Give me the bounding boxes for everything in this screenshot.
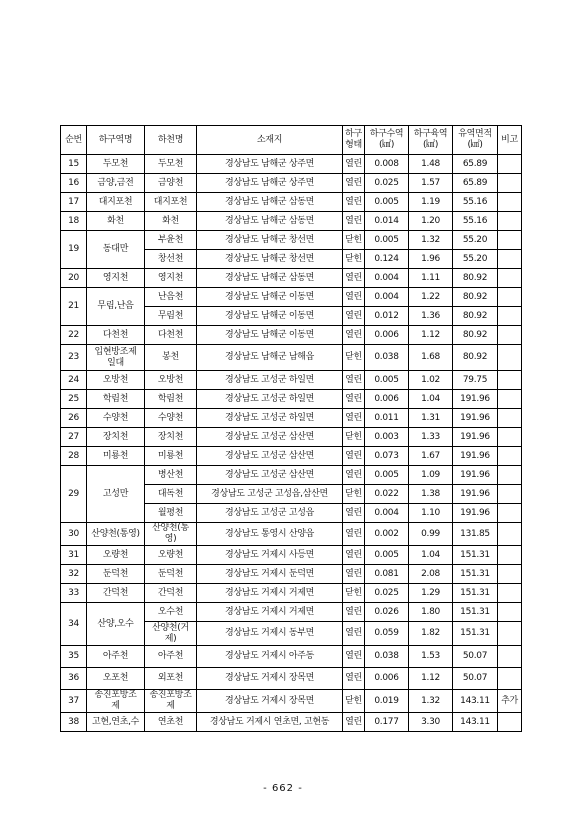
row-mouth-water-area: 0.038 xyxy=(365,646,409,668)
row-no: 31 xyxy=(61,546,87,565)
row-mouth-water-area: 0.005 xyxy=(365,231,409,250)
row-mouth-land-area: 1.12 xyxy=(409,326,453,345)
row-no: 38 xyxy=(61,713,87,732)
row-mouth-water-area: 0.011 xyxy=(365,409,409,428)
row-mouth-type: 열린 xyxy=(343,390,365,409)
row-mouth-land-area: 1.80 xyxy=(409,603,453,622)
row-basin-area: 55.16 xyxy=(453,212,498,231)
row-mouth-land-area: 1.02 xyxy=(409,371,453,390)
row-basin-area: 80.92 xyxy=(453,269,498,288)
row-basin-area: 80.92 xyxy=(453,345,498,371)
row-mouth-type: 열린 xyxy=(343,447,365,466)
row-mouth-water-area: 0.124 xyxy=(365,250,409,269)
row-stream-name: 화천 xyxy=(145,212,197,231)
row-mouth-type: 열린 xyxy=(343,466,365,485)
row-basin-name: 오포천 xyxy=(87,668,145,690)
row-stream-name: 부윤천 xyxy=(145,231,197,250)
row-stream-name: 산양천(통 영) xyxy=(145,523,197,546)
row-mouth-land-area: 1.04 xyxy=(409,390,453,409)
row-stream-name: 월평천 xyxy=(145,504,197,523)
row-basin-area: 191.96 xyxy=(453,466,498,485)
row-mouth-type: 닫힌 xyxy=(343,428,365,447)
table-row xyxy=(61,646,522,668)
table-row xyxy=(61,326,522,345)
row-basin-name: 산양천(통영) xyxy=(87,523,145,546)
row-basin-area: 55.20 xyxy=(453,250,498,269)
row-remark xyxy=(498,390,522,409)
table-row xyxy=(61,466,522,485)
row-remark xyxy=(498,269,522,288)
row-remark xyxy=(498,288,522,307)
row-mouth-water-area: 0.019 xyxy=(365,690,409,713)
row-remark xyxy=(498,622,522,646)
row-mouth-water-area: 0.005 xyxy=(365,546,409,565)
row-remark: 추가 xyxy=(498,690,522,713)
row-basin-area: 50.07 xyxy=(453,646,498,668)
row-mouth-land-area: 1.36 xyxy=(409,307,453,326)
row-no: 21 xyxy=(61,288,87,326)
row-remark xyxy=(498,447,522,466)
row-stream-name: 간덕천 xyxy=(145,584,197,603)
row-stream-name: 영지천 xyxy=(145,269,197,288)
row-basin-area: 191.96 xyxy=(453,409,498,428)
row-basin-area: 151.31 xyxy=(453,584,498,603)
row-no: 15 xyxy=(61,155,87,174)
row-basin-name: 입현방조제 일대 xyxy=(87,345,145,371)
estuary-table xyxy=(60,125,522,732)
row-location: 경상남도 남해군 창선면 xyxy=(197,250,343,269)
header-no: 순번 xyxy=(61,126,87,155)
row-mouth-type: 열린 xyxy=(343,174,365,193)
row-no: 36 xyxy=(61,668,87,690)
row-remark xyxy=(498,174,522,193)
header-location: 소재지 xyxy=(197,126,343,155)
table-body xyxy=(61,155,522,732)
row-location: 경상남도 남해군 이동면 xyxy=(197,288,343,307)
row-mouth-water-area: 0.026 xyxy=(365,603,409,622)
row-location: 경상남도 통영시 산양읍 xyxy=(197,523,343,546)
row-basin-area: 65.89 xyxy=(453,174,498,193)
row-mouth-water-area: 0.006 xyxy=(365,668,409,690)
row-stream-name: 창선천 xyxy=(145,250,197,269)
row-location: 경상남도 남해군 삼동면 xyxy=(197,212,343,231)
row-remark xyxy=(498,409,522,428)
row-mouth-land-area: 1.10 xyxy=(409,504,453,523)
row-mouth-water-area: 0.073 xyxy=(365,447,409,466)
row-basin-area: 79.75 xyxy=(453,371,498,390)
row-stream-name: 봉천 xyxy=(145,345,197,371)
row-no: 18 xyxy=(61,212,87,231)
row-no: 20 xyxy=(61,269,87,288)
row-stream-name: 다천천 xyxy=(145,326,197,345)
row-location: 경상남도 남해군 삼동면 xyxy=(197,269,343,288)
row-stream-name: 미룡천 xyxy=(145,447,197,466)
row-mouth-type: 열린 xyxy=(343,155,365,174)
table-row xyxy=(61,546,522,565)
row-location: 경상남도 남해군 남해읍 xyxy=(197,345,343,371)
row-stream-name: 오량천 xyxy=(145,546,197,565)
row-remark xyxy=(498,466,522,485)
row-mouth-type: 열린 xyxy=(343,193,365,212)
row-basin-name: 미룡천 xyxy=(87,447,145,466)
row-basin-name: 장치천 xyxy=(87,428,145,447)
row-stream-name: 아주천 xyxy=(145,646,197,668)
row-basin-name: 대지포천 xyxy=(87,193,145,212)
row-stream-name: 학림천 xyxy=(145,390,197,409)
row-no: 29 xyxy=(61,466,87,523)
row-mouth-land-area: 1.22 xyxy=(409,288,453,307)
row-basin-area: 191.96 xyxy=(453,485,498,504)
row-mouth-water-area: 0.081 xyxy=(365,565,409,584)
row-mouth-land-area: 3.30 xyxy=(409,713,453,732)
row-mouth-land-area: 1.53 xyxy=(409,646,453,668)
row-mouth-water-area: 0.003 xyxy=(365,428,409,447)
row-location: 경상남도 고성군 삼산면 xyxy=(197,428,343,447)
row-basin-area: 143.11 xyxy=(453,713,498,732)
row-mouth-water-area: 0.004 xyxy=(365,288,409,307)
row-mouth-land-area: 1.31 xyxy=(409,409,453,428)
row-mouth-type: 열린 xyxy=(343,603,365,622)
row-mouth-water-area: 0.004 xyxy=(365,269,409,288)
header-basin-area: 유역면적 (㎢) xyxy=(453,126,498,155)
row-basin-name: 학림천 xyxy=(87,390,145,409)
header-mouth-type: 하구 형태 xyxy=(343,126,365,155)
page-number: - 662 - xyxy=(263,783,303,794)
table-row xyxy=(61,288,522,307)
row-mouth-land-area: 1.12 xyxy=(409,668,453,690)
row-stream-name: 장치천 xyxy=(145,428,197,447)
table-row xyxy=(61,174,522,193)
row-remark xyxy=(498,713,522,732)
table-row xyxy=(61,193,522,212)
table-row xyxy=(61,584,522,603)
row-basin-name: 동대만 xyxy=(87,231,145,269)
row-remark xyxy=(498,345,522,371)
row-stream-name: 둔덕천 xyxy=(145,565,197,584)
row-basin-area: 131.85 xyxy=(453,523,498,546)
row-mouth-water-area: 0.005 xyxy=(365,466,409,485)
row-no: 16 xyxy=(61,174,87,193)
row-location: 경상남도 거제시 장목면 xyxy=(197,668,343,690)
row-mouth-type: 열린 xyxy=(343,307,365,326)
row-mouth-type: 열린 xyxy=(343,212,365,231)
row-mouth-type: 열린 xyxy=(343,668,365,690)
table-row xyxy=(61,523,522,546)
row-mouth-land-area: 2.08 xyxy=(409,565,453,584)
row-basin-area: 50.07 xyxy=(453,668,498,690)
row-basin-name: 오량천 xyxy=(87,546,145,565)
row-no: 23 xyxy=(61,345,87,371)
row-stream-name: 난음천 xyxy=(145,288,197,307)
row-basin-area: 191.96 xyxy=(453,504,498,523)
row-mouth-type: 열린 xyxy=(343,504,365,523)
row-no: 28 xyxy=(61,447,87,466)
row-location: 경상남도 남해군 이동면 xyxy=(197,326,343,345)
row-location: 경상남도 거제시 동부면 xyxy=(197,622,343,646)
table-row xyxy=(61,390,522,409)
row-remark xyxy=(498,646,522,668)
row-location: 경상남도 거제시 거제면 xyxy=(197,584,343,603)
row-no: 17 xyxy=(61,193,87,212)
row-mouth-type: 열린 xyxy=(343,523,365,546)
row-no: 24 xyxy=(61,371,87,390)
row-remark xyxy=(498,231,522,250)
row-basin-area: 191.96 xyxy=(453,447,498,466)
row-location: 경상남도 거제시 연초면, 고현동 xyxy=(197,713,343,732)
row-mouth-water-area: 0.059 xyxy=(365,622,409,646)
row-location: 경상남도 고성군 하일면 xyxy=(197,390,343,409)
row-mouth-type: 열린 xyxy=(343,565,365,584)
row-mouth-water-area: 0.008 xyxy=(365,155,409,174)
row-no: 34 xyxy=(61,603,87,646)
row-basin-name: 오방천 xyxy=(87,371,145,390)
row-mouth-water-area: 0.006 xyxy=(365,390,409,409)
row-mouth-land-area: 1.11 xyxy=(409,269,453,288)
row-mouth-land-area: 1.57 xyxy=(409,174,453,193)
row-mouth-type: 열린 xyxy=(343,269,365,288)
header-mouth-water-area: 하구수역 (㎢) xyxy=(365,126,409,155)
row-remark xyxy=(498,307,522,326)
table-row xyxy=(61,603,522,622)
row-basin-area: 80.92 xyxy=(453,307,498,326)
row-mouth-land-area: 1.19 xyxy=(409,193,453,212)
header-stream: 하천명 xyxy=(145,126,197,155)
table-row xyxy=(61,428,522,447)
row-mouth-land-area: 1.33 xyxy=(409,428,453,447)
row-basin-area: 80.92 xyxy=(453,288,498,307)
row-remark xyxy=(498,371,522,390)
row-basin-name: 산양,오수 xyxy=(87,603,145,646)
row-stream-name: 병산천 xyxy=(145,466,197,485)
row-location: 경상남도 고성군 고성읍,삼산면 xyxy=(197,485,343,504)
row-mouth-land-area: 1.68 xyxy=(409,345,453,371)
row-no: 35 xyxy=(61,646,87,668)
row-stream-name: 오방천 xyxy=(145,371,197,390)
row-mouth-water-area: 0.177 xyxy=(365,713,409,732)
row-basin-area: 151.31 xyxy=(453,622,498,646)
row-remark xyxy=(498,603,522,622)
table-row xyxy=(61,231,522,250)
row-basin-area: 191.96 xyxy=(453,390,498,409)
row-remark xyxy=(498,155,522,174)
row-no: 19 xyxy=(61,231,87,269)
row-mouth-land-area: 1.96 xyxy=(409,250,453,269)
row-remark xyxy=(498,485,522,504)
row-stream-name: 무림천 xyxy=(145,307,197,326)
row-remark xyxy=(498,250,522,269)
row-mouth-land-area: 1.82 xyxy=(409,622,453,646)
row-mouth-type: 열린 xyxy=(343,326,365,345)
row-no: 22 xyxy=(61,326,87,345)
row-remark xyxy=(498,584,522,603)
header-remarks: 비고 xyxy=(498,126,522,155)
row-mouth-water-area: 0.005 xyxy=(365,371,409,390)
row-mouth-land-area: 0.99 xyxy=(409,523,453,546)
row-mouth-water-area: 0.005 xyxy=(365,193,409,212)
row-basin-name: 아주천 xyxy=(87,646,145,668)
row-basin-name: 무림,난음 xyxy=(87,288,145,326)
row-stream-name: 두모천 xyxy=(145,155,197,174)
table-row xyxy=(61,345,522,371)
row-basin-name: 고현,연초,수 xyxy=(87,713,145,732)
row-remark xyxy=(498,546,522,565)
row-basin-area: 151.31 xyxy=(453,603,498,622)
table-row xyxy=(61,447,522,466)
row-basin-name: 수양천 xyxy=(87,409,145,428)
table-row xyxy=(61,565,522,584)
row-mouth-land-area: 1.67 xyxy=(409,447,453,466)
table-row xyxy=(61,371,522,390)
table-row xyxy=(61,155,522,174)
row-no: 37 xyxy=(61,690,87,713)
row-mouth-land-area: 1.48 xyxy=(409,155,453,174)
row-mouth-land-area: 1.38 xyxy=(409,485,453,504)
row-mouth-type: 닫힌 xyxy=(343,584,365,603)
row-basin-area: 55.20 xyxy=(453,231,498,250)
row-basin-name: 영지천 xyxy=(87,269,145,288)
table-header-row xyxy=(61,126,522,155)
table-row xyxy=(61,713,522,732)
row-mouth-type: 열린 xyxy=(343,288,365,307)
table-row xyxy=(61,690,522,713)
row-mouth-land-area: 1.04 xyxy=(409,546,453,565)
row-location: 경상남도 남해군 상주면 xyxy=(197,155,343,174)
table-row xyxy=(61,668,522,690)
row-no: 25 xyxy=(61,390,87,409)
row-basin-name: 다천천 xyxy=(87,326,145,345)
table-row xyxy=(61,269,522,288)
row-no: 33 xyxy=(61,584,87,603)
row-mouth-water-area: 0.038 xyxy=(365,345,409,371)
row-basin-name: 간덕천 xyxy=(87,584,145,603)
row-mouth-water-area: 0.004 xyxy=(365,504,409,523)
row-basin-area: 80.92 xyxy=(453,326,498,345)
row-basin-name: 금양,금전 xyxy=(87,174,145,193)
header-basin: 하구역명 xyxy=(87,126,145,155)
row-location: 경상남도 고성군 고성읍 xyxy=(197,504,343,523)
row-basin-area: 143.11 xyxy=(453,690,498,713)
row-basin-name: 두모천 xyxy=(87,155,145,174)
row-basin-area: 191.96 xyxy=(453,428,498,447)
row-location: 경상남도 남해군 상주면 xyxy=(197,174,343,193)
row-no: 30 xyxy=(61,523,87,546)
row-mouth-water-area: 0.002 xyxy=(365,523,409,546)
table-row xyxy=(61,409,522,428)
row-location: 경상남도 남해군 창선면 xyxy=(197,231,343,250)
row-location: 경상남도 고성군 하일면 xyxy=(197,409,343,428)
row-stream-name: 금양천 xyxy=(145,174,197,193)
row-basin-name: 둔덕천 xyxy=(87,565,145,584)
row-stream-name: 외포천 xyxy=(145,668,197,690)
row-mouth-type: 열린 xyxy=(343,546,365,565)
row-mouth-water-area: 0.014 xyxy=(365,212,409,231)
row-mouth-type: 열린 xyxy=(343,622,365,646)
table-row xyxy=(61,212,522,231)
row-mouth-type: 열린 xyxy=(343,409,365,428)
row-stream-name: 대독천 xyxy=(145,485,197,504)
row-mouth-land-area: 1.20 xyxy=(409,212,453,231)
row-remark xyxy=(498,504,522,523)
row-basin-name: 송진포방조 제 xyxy=(87,690,145,713)
row-mouth-land-area: 1.09 xyxy=(409,466,453,485)
row-remark xyxy=(498,523,522,546)
row-stream-name: 연초천 xyxy=(145,713,197,732)
row-remark xyxy=(498,428,522,447)
row-mouth-type: 닫힌 xyxy=(343,485,365,504)
row-no: 27 xyxy=(61,428,87,447)
row-basin-name: 화천 xyxy=(87,212,145,231)
row-mouth-land-area: 1.29 xyxy=(409,584,453,603)
row-mouth-type: 닫힌 xyxy=(343,690,365,713)
row-mouth-type: 닫힌 xyxy=(343,250,365,269)
row-location: 경상남도 고성군 삼산면 xyxy=(197,466,343,485)
row-stream-name: 대지포천 xyxy=(145,193,197,212)
row-mouth-type: 닫힌 xyxy=(343,231,365,250)
row-mouth-type: 열린 xyxy=(343,713,365,732)
row-mouth-type: 닫힌 xyxy=(343,345,365,371)
row-no: 26 xyxy=(61,409,87,428)
row-stream-name: 산양천(거 제) xyxy=(145,622,197,646)
row-location: 경상남도 거제시 아주동 xyxy=(197,646,343,668)
row-basin-area: 55.16 xyxy=(453,193,498,212)
row-mouth-type: 열린 xyxy=(343,371,365,390)
row-mouth-water-area: 0.012 xyxy=(365,307,409,326)
header-mouth-land-area: 하구육역 (㎢) xyxy=(409,126,453,155)
row-location: 경상남도 남해군 이동면 xyxy=(197,307,343,326)
row-mouth-type: 열린 xyxy=(343,646,365,668)
row-mouth-water-area: 0.025 xyxy=(365,174,409,193)
row-mouth-water-area: 0.006 xyxy=(365,326,409,345)
row-location: 경상남도 고성군 삼산면 xyxy=(197,447,343,466)
row-location: 경상남도 거제시 장목면 xyxy=(197,690,343,713)
row-no: 32 xyxy=(61,565,87,584)
row-location: 경상남도 거제시 둔덕면 xyxy=(197,565,343,584)
row-remark xyxy=(498,193,522,212)
row-location: 경상남도 거제시 거제면 xyxy=(197,603,343,622)
row-location: 경상남도 고성군 하일면 xyxy=(197,371,343,390)
row-basin-area: 151.31 xyxy=(453,565,498,584)
row-remark xyxy=(498,326,522,345)
row-remark xyxy=(498,668,522,690)
row-stream-name: 오수천 xyxy=(145,603,197,622)
row-location: 경상남도 남해군 삼동면 xyxy=(197,193,343,212)
row-basin-area: 65.89 xyxy=(453,155,498,174)
row-basin-name: 고성만 xyxy=(87,466,145,523)
row-remark xyxy=(498,565,522,584)
row-stream-name: 수양천 xyxy=(145,409,197,428)
row-basin-area: 151.31 xyxy=(453,546,498,565)
row-mouth-water-area: 0.025 xyxy=(365,584,409,603)
row-mouth-water-area: 0.022 xyxy=(365,485,409,504)
row-remark xyxy=(498,212,522,231)
row-mouth-land-area: 1.32 xyxy=(409,690,453,713)
row-stream-name: 송진포방조 제 xyxy=(145,690,197,713)
row-location: 경상남도 거제시 사등면 xyxy=(197,546,343,565)
row-mouth-land-area: 1.32 xyxy=(409,231,453,250)
